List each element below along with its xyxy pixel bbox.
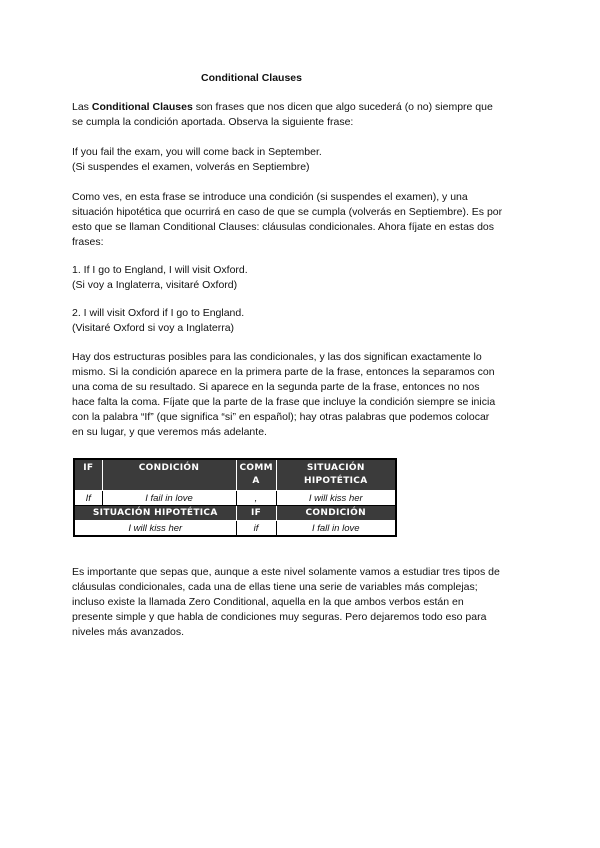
explanation-paragraph — [72, 190, 532, 250]
text-line: esto que se llaman Conditional Clauses: cláusulas condicionales. Ahora fíjate en estas dos — [72, 221, 495, 233]
example-2-english: 2. I will visit Oxford if I go to England. — [72, 307, 245, 319]
text-line: con la palabra “If” (que significa “si” en español); hay otras palabras que podemos colocar — [72, 411, 490, 423]
table-cell: , — [236, 491, 276, 506]
table-row — [74, 491, 396, 506]
table-header-row — [74, 459, 396, 491]
text-line: mismo. Si la condición aparece en la primera parte de la frase, entonces la separamos con — [72, 366, 495, 378]
structures-paragraph — [72, 350, 532, 440]
example-sentence — [72, 145, 532, 175]
example-english: If you fail the exam, you will come back in September. — [72, 146, 322, 158]
text-line: frases: — [72, 236, 104, 248]
page-title: Conditional Clauses — [201, 72, 302, 84]
table-cell: I fail in love — [102, 491, 236, 506]
example-2-translation: (Visitaré Oxford si voy a Inglaterra) — [72, 322, 235, 334]
table-cell: if — [236, 521, 276, 537]
table-header-cell: COMM A — [236, 459, 276, 491]
table-cell: If — [74, 491, 102, 506]
table-header-row — [74, 506, 396, 521]
text-line: en su lugar, y que veremos más adelante. — [72, 426, 267, 438]
table-header-cell: IF — [236, 506, 276, 521]
table-header-cell: CONDICIÓN — [102, 459, 236, 491]
example-1-translation: (Si voy a Inglaterra, visitaré Oxford) — [72, 279, 238, 291]
text-line: cláusulas condicionales, cada una de ellas tiene una serie de variables más complejas; — [72, 581, 478, 593]
conditional-structure-table — [73, 458, 397, 537]
text-line: Como ves, en esta frase se introduce una condición (si suspendes el examen), y una — [72, 191, 468, 203]
table-cell: I fall in love — [276, 521, 396, 537]
table-header-cell: IF — [74, 459, 102, 491]
table-cell: I will kiss her — [74, 521, 236, 537]
text-line: incluso existe la llamada Zero Conditional, aquella en la que ambos verbos están en — [72, 596, 464, 608]
intro-line-2: se cumpla la condición aportada. Observa la siguiente frase: — [72, 116, 354, 128]
example-2 — [72, 306, 532, 336]
table-row — [74, 521, 396, 537]
table-cell: I will kiss her — [276, 491, 396, 506]
text-line: niveles más avanzados. — [72, 626, 185, 638]
example-1-english: 1. If I go to England, I will visit Oxford. — [72, 264, 248, 276]
intro-paragraph — [72, 100, 532, 130]
text-line: Hay dos estructuras posibles para las condicionales, y las dos significan exactamente lo — [72, 351, 482, 363]
closing-paragraph — [72, 565, 532, 640]
text-line: Es importante que sepas que, aunque a este nivel solamente vamos a estudiar tres tipos de — [72, 566, 500, 578]
table-header-cell: SITUACIÓN HIPOTÉTICA — [276, 459, 396, 491]
intro-line-1: Las Conditional Clauses son frases que nos dicen que algo sucederá (o no) siempre que — [72, 101, 493, 113]
text-line: presente simple y que habla de condiciones muy seguras. Pero dejaremos todo eso para — [72, 611, 487, 623]
intro-bold-term: Conditional Clauses — [91, 101, 193, 113]
table-header-cell: CONDICIÓN — [276, 506, 396, 521]
text-line: hace falta la coma. Fíjate que la parte de la frase que incluye la condición siempre se inicia — [72, 396, 496, 408]
text-line: situación hipotética que ocurrirá en caso de que se cumpla (volverás en Septiembre). Es por — [72, 206, 503, 218]
table-header-cell: SITUACIÓN HIPOTÉTICA — [74, 506, 236, 521]
text-line: una coma de su resultado. Si aparece en la segunda parte de la frase, entonces no nos — [72, 381, 480, 393]
example-1 — [72, 263, 532, 293]
example-translation: (Si suspendes el examen, volverás en Septiembre) — [72, 161, 310, 173]
